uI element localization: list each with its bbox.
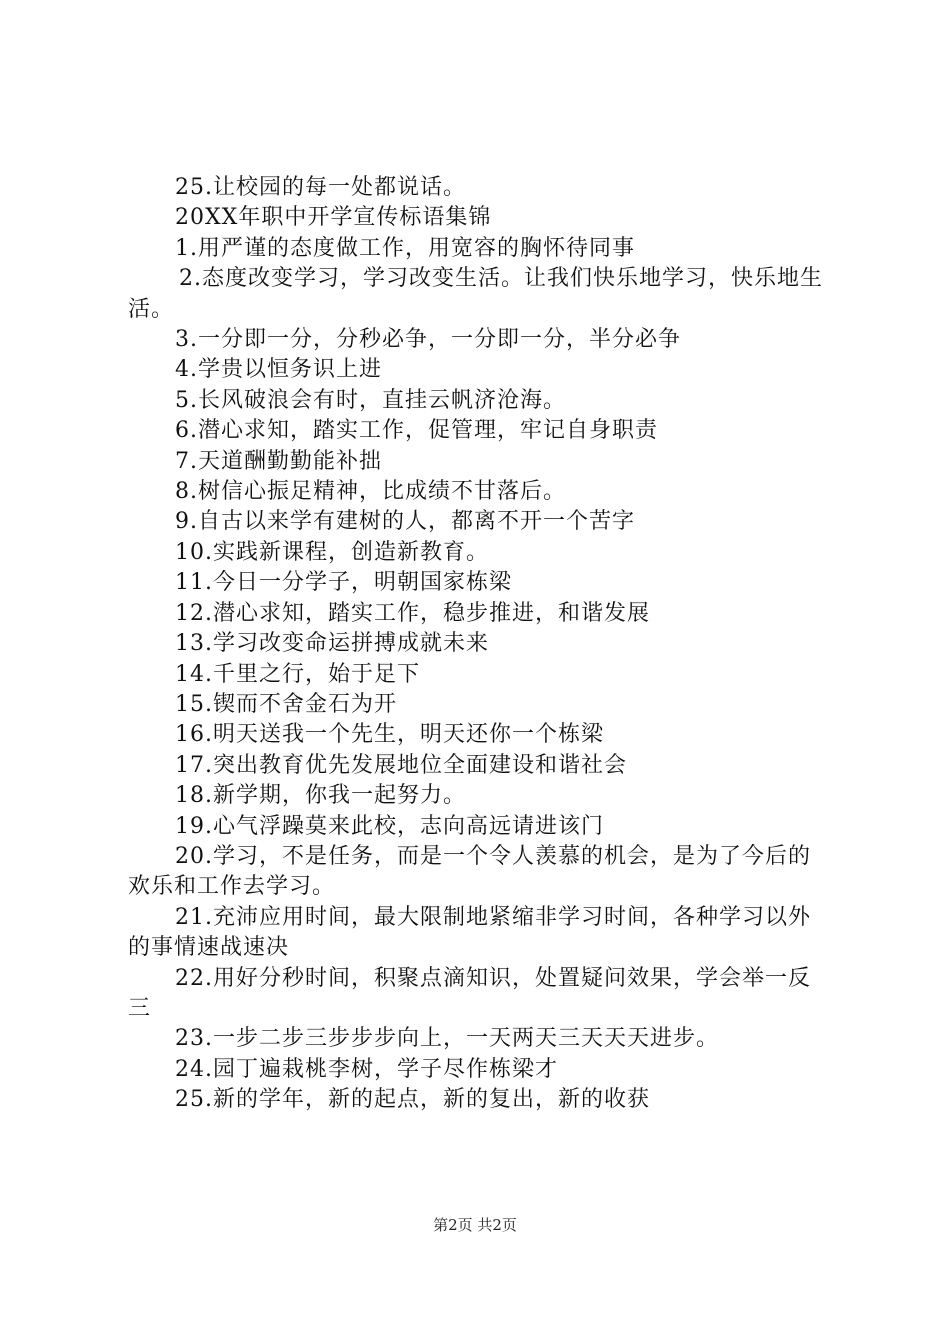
text-line: 24.园丁遍栽桃李树，学子尽作栋梁才 (175, 1056, 558, 1082)
text-line: 10.实践新课程，创造新教育。 (175, 539, 489, 565)
text-line: 5.长风破浪会有时，直挂云帆济沧海。 (175, 387, 566, 413)
text-line: 6.潜心求知，踏实工作，促管理，牢记自身职责 (175, 418, 658, 444)
text-line: 1.用严谨的态度做工作，用宽容的胸怀待同事 (175, 235, 635, 261)
text-line: 23.一步二步三步步步向上，一天两天三天天天进步。 (175, 1026, 719, 1052)
text-line: 2.态度改变学习，学习改变生活。让我们快乐地学习，快乐地生活。 (128, 266, 823, 322)
text-line: 4.学贵以恒务识上进 (175, 357, 382, 383)
text-line: 17.突出教育优先发展地位全面建设和谐社会 (175, 752, 627, 778)
text-line: 11.今日一分学子，明朝国家栋梁 (175, 570, 512, 596)
text-line: 9.自古以来学有建树的人，都离不开一个苦字 (175, 509, 635, 535)
text-line: 8.树信心振足精神，比成绩不甘落后。 (175, 479, 566, 505)
text-line: 19.心气浮躁莫来此校，志向高远请进该门 (175, 813, 604, 839)
text-line: 25.新的学年，新的起点，新的复出，新的收获 (175, 1087, 650, 1113)
text-line: 25.让校园的每一处都说话。 (175, 175, 466, 200)
text-line: 15.锲而不舍金石为开 (175, 691, 397, 717)
text-line: 3.一分即一分，分秒必争，一分即一分，半分必争 (175, 327, 681, 353)
text-line: 18.新学期，你我一起努力。 (175, 783, 466, 809)
text-line: 16.明天送我一个先生，明天还你一个栋梁 (175, 722, 604, 748)
text-line: 20.学习，不是任务，而是一个令人羡慕的机会，是为了今后的欢乐和工作去学习。 (128, 843, 811, 900)
text-line: 7.天道酬勤勤能补拙 (175, 448, 382, 474)
text-line: 22.用好分秒时间，积聚点滴知识，处置疑问效果，学会举一反三 (128, 965, 811, 1021)
page-number-footer: 第2页 共2页 (433, 1216, 517, 1234)
section-title: 20XX年职中开学宣传标语集锦 (175, 205, 492, 231)
text-line: 13.学习改变命运拼搏成就未来 (175, 631, 489, 657)
text-line: 12.潜心求知，踏实工作，稳步推进，和谐发展 (175, 600, 650, 626)
text-line: 14.千里之行，始于足下 (175, 661, 420, 687)
document-body (128, 173, 833, 1116)
text-line: 21.充沛应用时间，最大限制地紧缩非学习时间，各种学习以外的事情速战速决 (128, 904, 811, 961)
